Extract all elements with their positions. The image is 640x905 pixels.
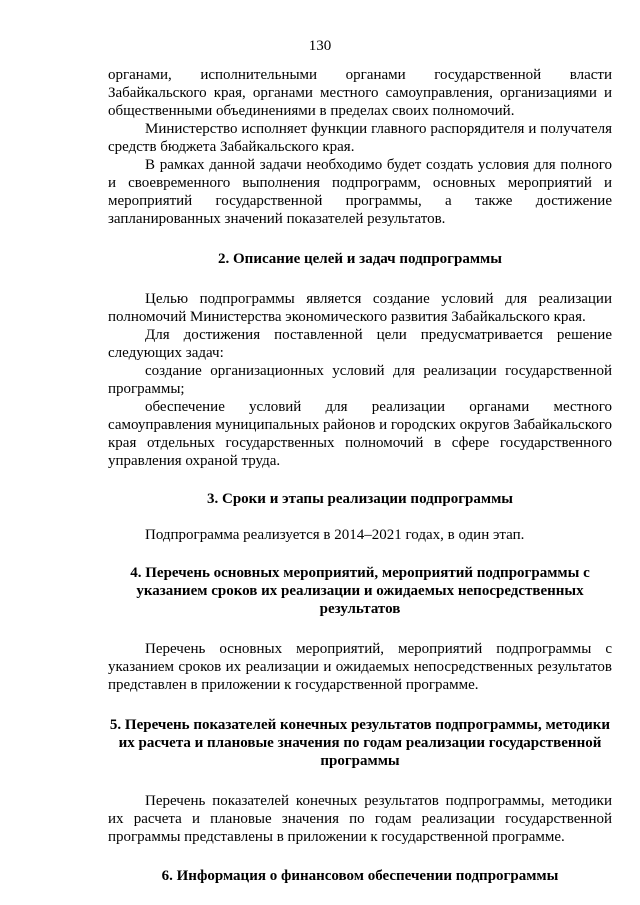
section-heading-financing: 6. Информация о финансовом обеспечении подпрограммы bbox=[161, 868, 559, 884]
paragraph: Для достижения поставленной цели предусматривается решение следующих задач: bbox=[108, 327, 612, 361]
section-heading-activities: 4. Перечень основных мероприятий, мероприятий подпрограммы с указанием сроков их реализации и ожидаемых непосредственных результатов bbox=[130, 565, 590, 617]
document-body bbox=[108, 66, 612, 885]
paragraph: Перечень показателей конечных результатов подпрограммы, методики их расчета и плановые значения по годам реализации государственной программы представлены в приложении к государственной программе. bbox=[108, 793, 612, 845]
paragraph: органами, исполнительными органами государственной власти Забайкальского края, органами местного самоуправления, организациями и общественными объединениями в пределах своих полномочий. bbox=[108, 67, 612, 119]
paragraph: В рамках данной задачи необходимо будет создать условия для полного и своевременного выполнения подпрограмм, основных мероприятий и мероприятий государственной программы, а также достижение запланированных значений показателей результатов. bbox=[108, 157, 612, 227]
paragraph: Подпрограмма реализуется в 2014–2021 годах, в один этап. bbox=[145, 527, 525, 543]
paragraph: обеспечение условий для реализации органами местного самоуправления муниципальных районов и городских округов Забайкальского края отдельных государственных полномочий в сфере государственного управления охраной труда. bbox=[108, 399, 612, 469]
section-heading-goals: 2. Описание целей и задач подпрограммы bbox=[218, 251, 502, 267]
paragraph: Целью подпрограммы является создание условий для реализации полномочий Министерства экономического развития Забайкальского края. bbox=[108, 291, 612, 325]
section-heading-timeline: 3. Сроки и этапы реализации подпрограммы bbox=[206, 491, 514, 507]
paragraph: создание организационных условий для реализации государственной программы; bbox=[108, 363, 612, 397]
paragraph: Министерство исполняет функции главного распорядителя и получателя средств бюджета Забайкальского края. bbox=[108, 121, 612, 155]
page-number: 130 bbox=[308, 38, 332, 54]
section-heading-indicators: 5. Перечень показателей конечных результатов подпрограммы, методики их расчета и плановые значения по годам реализации государственной программы bbox=[109, 717, 611, 769]
paragraph: Перечень основных мероприятий, мероприятий подпрограммы с указанием сроков их реализации и ожидаемых непосредственных результатов представлен в приложении к государственной программе. bbox=[108, 641, 612, 693]
